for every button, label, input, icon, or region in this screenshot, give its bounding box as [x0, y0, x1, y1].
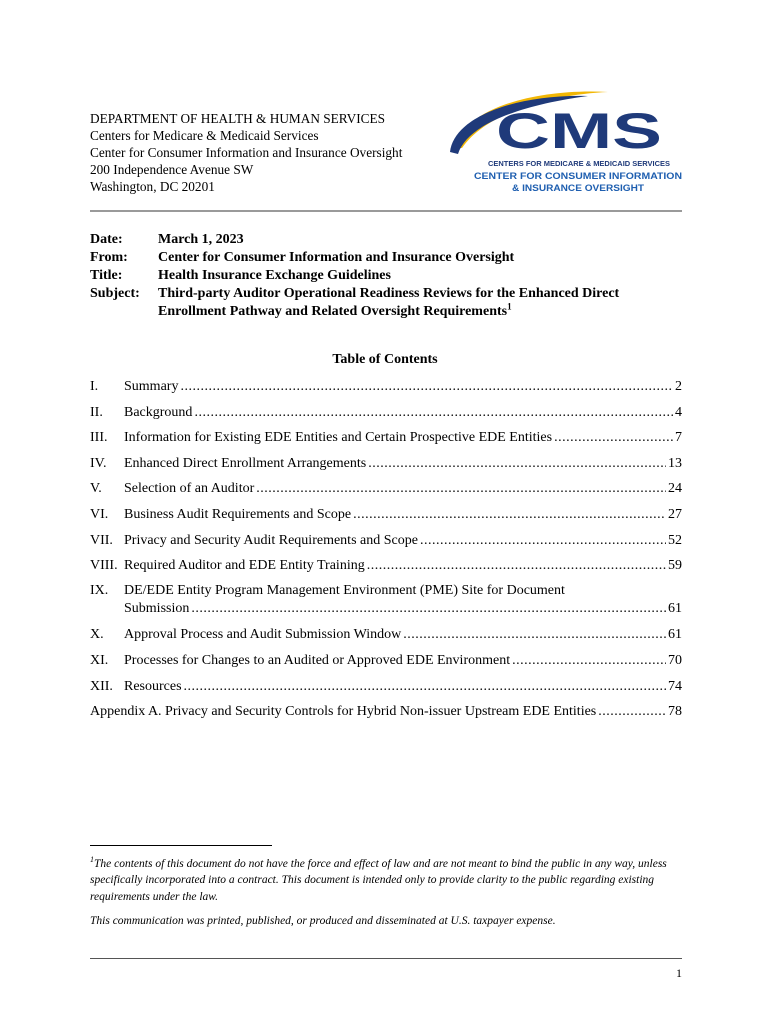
toc-entry[interactable]: [90, 531, 682, 549]
toc-entry-title: Appendix A. Privacy and Security Controls for Hybrid Non-issuer Upstream EDE Entities: [90, 704, 597, 720]
toc-entry-number: X.: [90, 627, 104, 643]
logo-line-2: CENTER FOR CONSUMER INFORMATION: [474, 171, 683, 182]
toc-entry[interactable]: [90, 403, 682, 421]
footer-divider: [90, 958, 682, 959]
footnote-mark: 1: [90, 855, 94, 864]
letterhead-line: DEPARTMENT OF HEALTH & HUMAN SERVICES: [90, 111, 386, 126]
toc-entry-page: 70: [668, 652, 682, 668]
logo-wordmark: CMS: [496, 103, 662, 159]
toc-entry-title: Privacy and Security Audit Requirements and Scope: [124, 532, 418, 548]
header-divider: [90, 210, 682, 212]
memo-date-label: Date:: [90, 232, 123, 247]
toc-entry-title: Resources: [124, 678, 182, 694]
logo-line-1: CENTERS FOR MEDICARE & MEDICAID SERVICES: [488, 159, 670, 168]
toc-entry-number: XII.: [90, 678, 113, 694]
toc-leader: [367, 558, 666, 574]
toc-entry-page: 61: [668, 600, 682, 616]
toc-entry-title: Processes for Changes to an Audited or Approved EDE Environment: [124, 652, 511, 668]
toc-entry[interactable]: [90, 677, 682, 695]
memo-header: [90, 231, 683, 321]
memo-date-row: [90, 231, 683, 249]
toc-entry-page: 52: [668, 532, 682, 548]
toc-entry-page: 2: [675, 379, 682, 394]
memo-subject-row: [90, 285, 683, 321]
toc-entry-page: 27: [668, 506, 682, 522]
toc-entry-page: 78: [668, 704, 682, 720]
toc-entry-appendix[interactable]: [90, 702, 682, 720]
toc-leader: [180, 379, 673, 395]
toc-entry[interactable]: [90, 454, 682, 472]
footnote-text: The contents of this document do not have the force and effect of law and are not meant to bind the public in any way, unless specifically incorporated into a contract. This document is intended only to provide clarity to the public regarding existing requirements under the law.: [90, 857, 667, 903]
memo-date-value: March 1, 2023: [158, 232, 244, 247]
toc-leader: [598, 704, 666, 720]
toc-entry-number: XI.: [90, 652, 109, 668]
cms-logo: [448, 86, 688, 196]
memo-from-value: Center for Consumer Information and Insurance Oversight: [158, 250, 515, 265]
toc-entry-title: Required Auditor and EDE Entity Training: [124, 558, 365, 574]
memo-from-label: From:: [90, 250, 128, 265]
toc-leader: [353, 507, 666, 523]
memo-subject-line-1: Third-party Auditor Operational Readiness Reviews for the Enhanced Direct: [158, 286, 620, 301]
toc-leader: [420, 533, 666, 549]
toc-entry-page: 4: [675, 404, 682, 420]
toc-entry-title: Approval Process and Audit Submission Window: [124, 627, 402, 643]
toc-entry[interactable]: [90, 625, 682, 643]
letterhead-line: 200 Independence Avenue SW: [90, 162, 254, 177]
toc-entry-title: Enhanced Direct Enrollment Arrangements: [124, 455, 367, 471]
toc-entry[interactable]: [90, 651, 682, 669]
memo-title-label: Title:: [90, 268, 123, 283]
toc-entry-page: 61: [668, 627, 682, 643]
footnote: [90, 852, 680, 905]
toc-entry-title: Summary: [124, 379, 179, 394]
toc-leader: [191, 600, 666, 618]
taxpayer-notice: This communication was printed, published, or produced and disseminated at U.S. taxpayer expense.: [90, 915, 556, 927]
letterhead-line: Washington, DC 20201: [90, 179, 215, 194]
toc-entry-title: Information for Existing EDE Entities and Certain Prospective EDE Entities: [124, 430, 553, 446]
memo-subject-line-2: Enrollment Pathway and Related Oversight Requirements: [158, 304, 508, 319]
letterhead-address: [90, 110, 402, 195]
toc-entry-number: IX.: [90, 582, 109, 598]
logo-line-3: & INSURANCE OVERSIGHT: [512, 183, 645, 194]
toc-entry[interactable]: [90, 479, 682, 497]
footnote-divider: [90, 845, 272, 846]
toc-entry-title: Background: [124, 404, 193, 420]
memo-title-row: [90, 267, 683, 285]
toc-leader: [554, 430, 673, 446]
letterhead-line: Center for Consumer Information and Insurance Oversight: [90, 145, 403, 160]
memo-subject-label: Subject:: [90, 286, 140, 301]
toc-entry-number: VIII.: [90, 558, 118, 574]
toc-leader: [194, 405, 673, 421]
letterhead-line: Centers for Medicare & Medicaid Services: [90, 128, 319, 143]
page-number: 1: [676, 966, 682, 980]
toc-entry-title-continued: Submission: [124, 600, 190, 616]
toc-entry[interactable]: [90, 582, 682, 618]
toc-leader: [368, 456, 666, 472]
toc-entry-page: 59: [668, 558, 682, 574]
toc-entry[interactable]: [90, 377, 682, 395]
toc-leader: [184, 679, 666, 695]
toc-entry-number: VI.: [90, 506, 109, 522]
toc-leader: [403, 627, 666, 643]
toc-leader: [256, 481, 666, 497]
toc-entry-title: Business Audit Requirements and Scope: [124, 506, 352, 522]
toc-entry-title: Selection of an Auditor: [124, 481, 255, 497]
toc-entry[interactable]: [90, 505, 682, 523]
toc-entry-number: I.: [90, 379, 99, 394]
footnote-reference[interactable]: 1: [507, 301, 512, 312]
toc-entry[interactable]: [90, 556, 682, 574]
toc-entry-page: 13: [668, 455, 682, 471]
toc-heading: Table of Contents: [332, 352, 438, 367]
toc-entry-number: V.: [90, 481, 102, 497]
toc-entry-number: III.: [90, 430, 108, 446]
toc-entry-page: 7: [675, 430, 682, 446]
toc-leader: [512, 653, 666, 669]
toc-entry-title: DE/EDE Entity Program Management Environment (PME) Site for Document: [124, 582, 565, 598]
toc-entry-number: VII.: [90, 532, 113, 548]
toc-entry[interactable]: [90, 428, 682, 446]
table-of-contents: [90, 377, 682, 728]
toc-entry-page: 24: [668, 481, 682, 497]
toc-entry-number: II.: [90, 404, 103, 420]
memo-subject-value: [158, 285, 683, 321]
memo-title-value: Health Insurance Exchange Guidelines: [158, 268, 391, 283]
toc-entry-page: 74: [668, 678, 682, 694]
toc-entry-number: IV.: [90, 455, 107, 471]
memo-from-row: [90, 249, 683, 267]
